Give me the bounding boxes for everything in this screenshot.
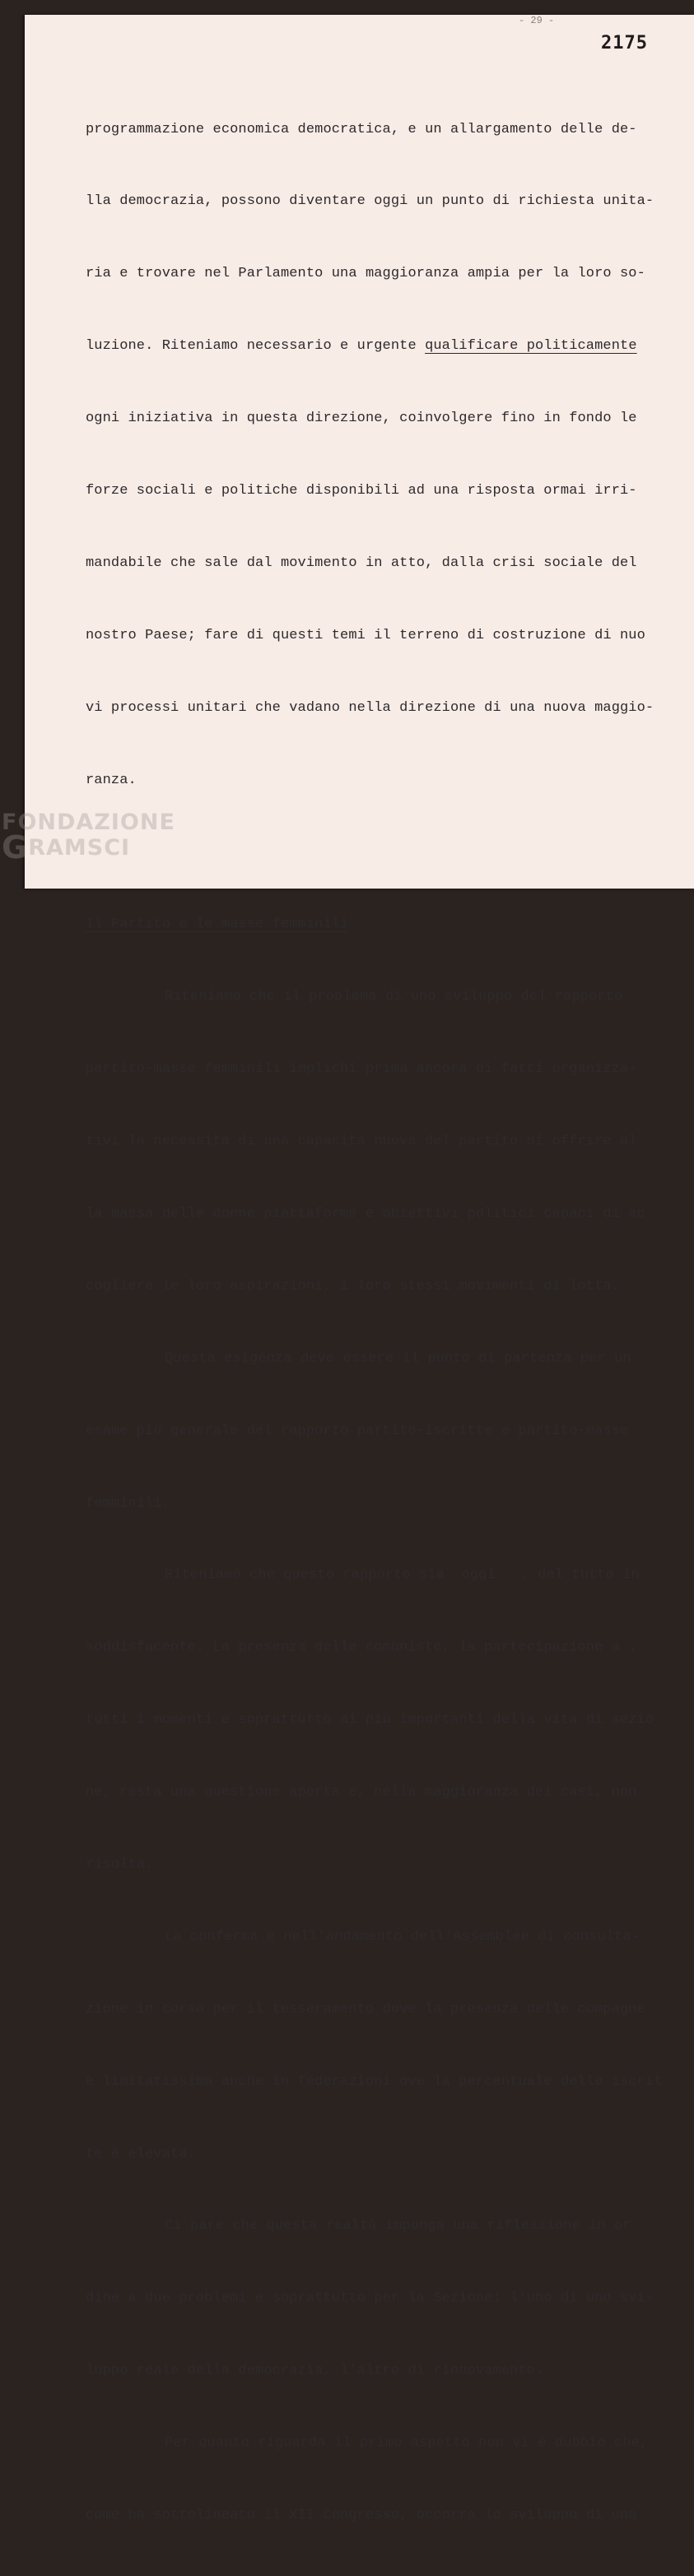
text-line: esame più generale del rapporto partito-iscritte e partito-masse	[86, 1423, 629, 1439]
text-line: ogni iniziativa in questa direzione, coinvolgere fino in fondo le	[86, 411, 637, 427]
text-line: tutti i momenti e soprattutto ai più importanti della vita di sezio	[86, 1712, 654, 1729]
text-line: dine a due problemi e soprattutto per la Sezione: l'uno di uno svi-	[86, 2291, 654, 2307]
watermark-line-1: FONDAZIONE	[2, 810, 175, 835]
text-line: Per quanto riguarda il primo aspetto non vi è dubbio che,	[165, 2435, 649, 2452]
text-line: ria e trovare nel Parlamento una maggioranza ampia per la loro so-	[86, 266, 645, 282]
text-line: luppo reale della democrazia, l'altro di rinnovamento.	[86, 2363, 544, 2379]
text-segment: luzione. Riteniamo necessario e urgente	[86, 338, 426, 355]
text-line: la massa delle donne piattaforme e obiettivi politici capaci di ac	[86, 1205, 645, 1222]
text-line: Riteniamo che questo rapporto sia oggi . del tutto in	[165, 1567, 640, 1584]
underlined-phrase: qualificare politicamente	[425, 338, 637, 355]
foundation-watermark	[2, 810, 175, 866]
page-number: 2175	[601, 33, 648, 53]
text-line: lla democrazia, possono diventare oggi un punto di richiesta unita-	[86, 193, 654, 210]
text-line: Riteniamo che il problema di uno sviluppo del rapporto	[165, 989, 623, 1005]
text-line: ranza.	[86, 772, 137, 788]
text-line: te è elevata.	[86, 2146, 196, 2162]
text-line: vi processi unitari che vadano nella direzione di una nuova maggio-	[86, 699, 654, 716]
text-line: nostro Paese; fare di questi temi il terreno di costruzione di nuo	[86, 627, 645, 643]
text-line: come ha sottolineato il XII Congresso, occorra lo sviluppo di una	[86, 2507, 637, 2523]
text-line: mandabile che sale dal movimento in atto, dalla crisi sociale del	[86, 555, 637, 571]
text-line: risolta.	[86, 1856, 154, 1873]
watermark-line-2	[2, 829, 175, 866]
text-line: Ci pare che questa realtà imponga una riflessione in or	[165, 2218, 631, 2235]
text-line: tivi la necessità di una capacità nuova del partito di offrire al	[86, 1134, 637, 1150]
text-line: zione in corso per il tesseramento dove la presenza delle compagne	[86, 2001, 645, 2017]
text-line	[86, 334, 645, 358]
text-line: programmazione economica democratica, e un allargamento delle de-	[86, 121, 637, 137]
text-line: ne, resta una questione aperta e, nella maggioranza dei casi, non	[86, 1785, 637, 1801]
top-page-mark: - 29 -	[519, 15, 555, 26]
watermark-g-letter: G	[2, 829, 29, 866]
text-line: soddisfacente. La presenza delle comuniste, la partecipazione a .	[86, 1640, 637, 1656]
text-line: La conferma è nell'andamento dell'Assemblee di consulta-	[165, 1929, 640, 1945]
section-heading-text: Il Partito e le masse femminili	[86, 917, 349, 933]
text-line: partito-masse femminili implichi prima ancora di fatti organizza-	[86, 1061, 637, 1078]
text-line: Questa esigenza deve essere il punto di partenza per un	[165, 1350, 631, 1367]
text-line: forze sociali e politiche disponibili ad una risposta ormai irri-	[86, 483, 637, 499]
body-text	[86, 69, 663, 2576]
section-heading	[86, 912, 645, 936]
watermark-line-2-text: RAMSCI	[28, 835, 131, 861]
document-page	[25, 15, 694, 2523]
text-line: femminili.	[86, 1495, 171, 1511]
text-line: è limitatissima anche in federazioni ove la percentuale delle iscrit	[86, 2073, 663, 2090]
text-line: cogliere le loro aspirazioni, i loro stessi movimenti di lotta.	[86, 1278, 621, 1294]
